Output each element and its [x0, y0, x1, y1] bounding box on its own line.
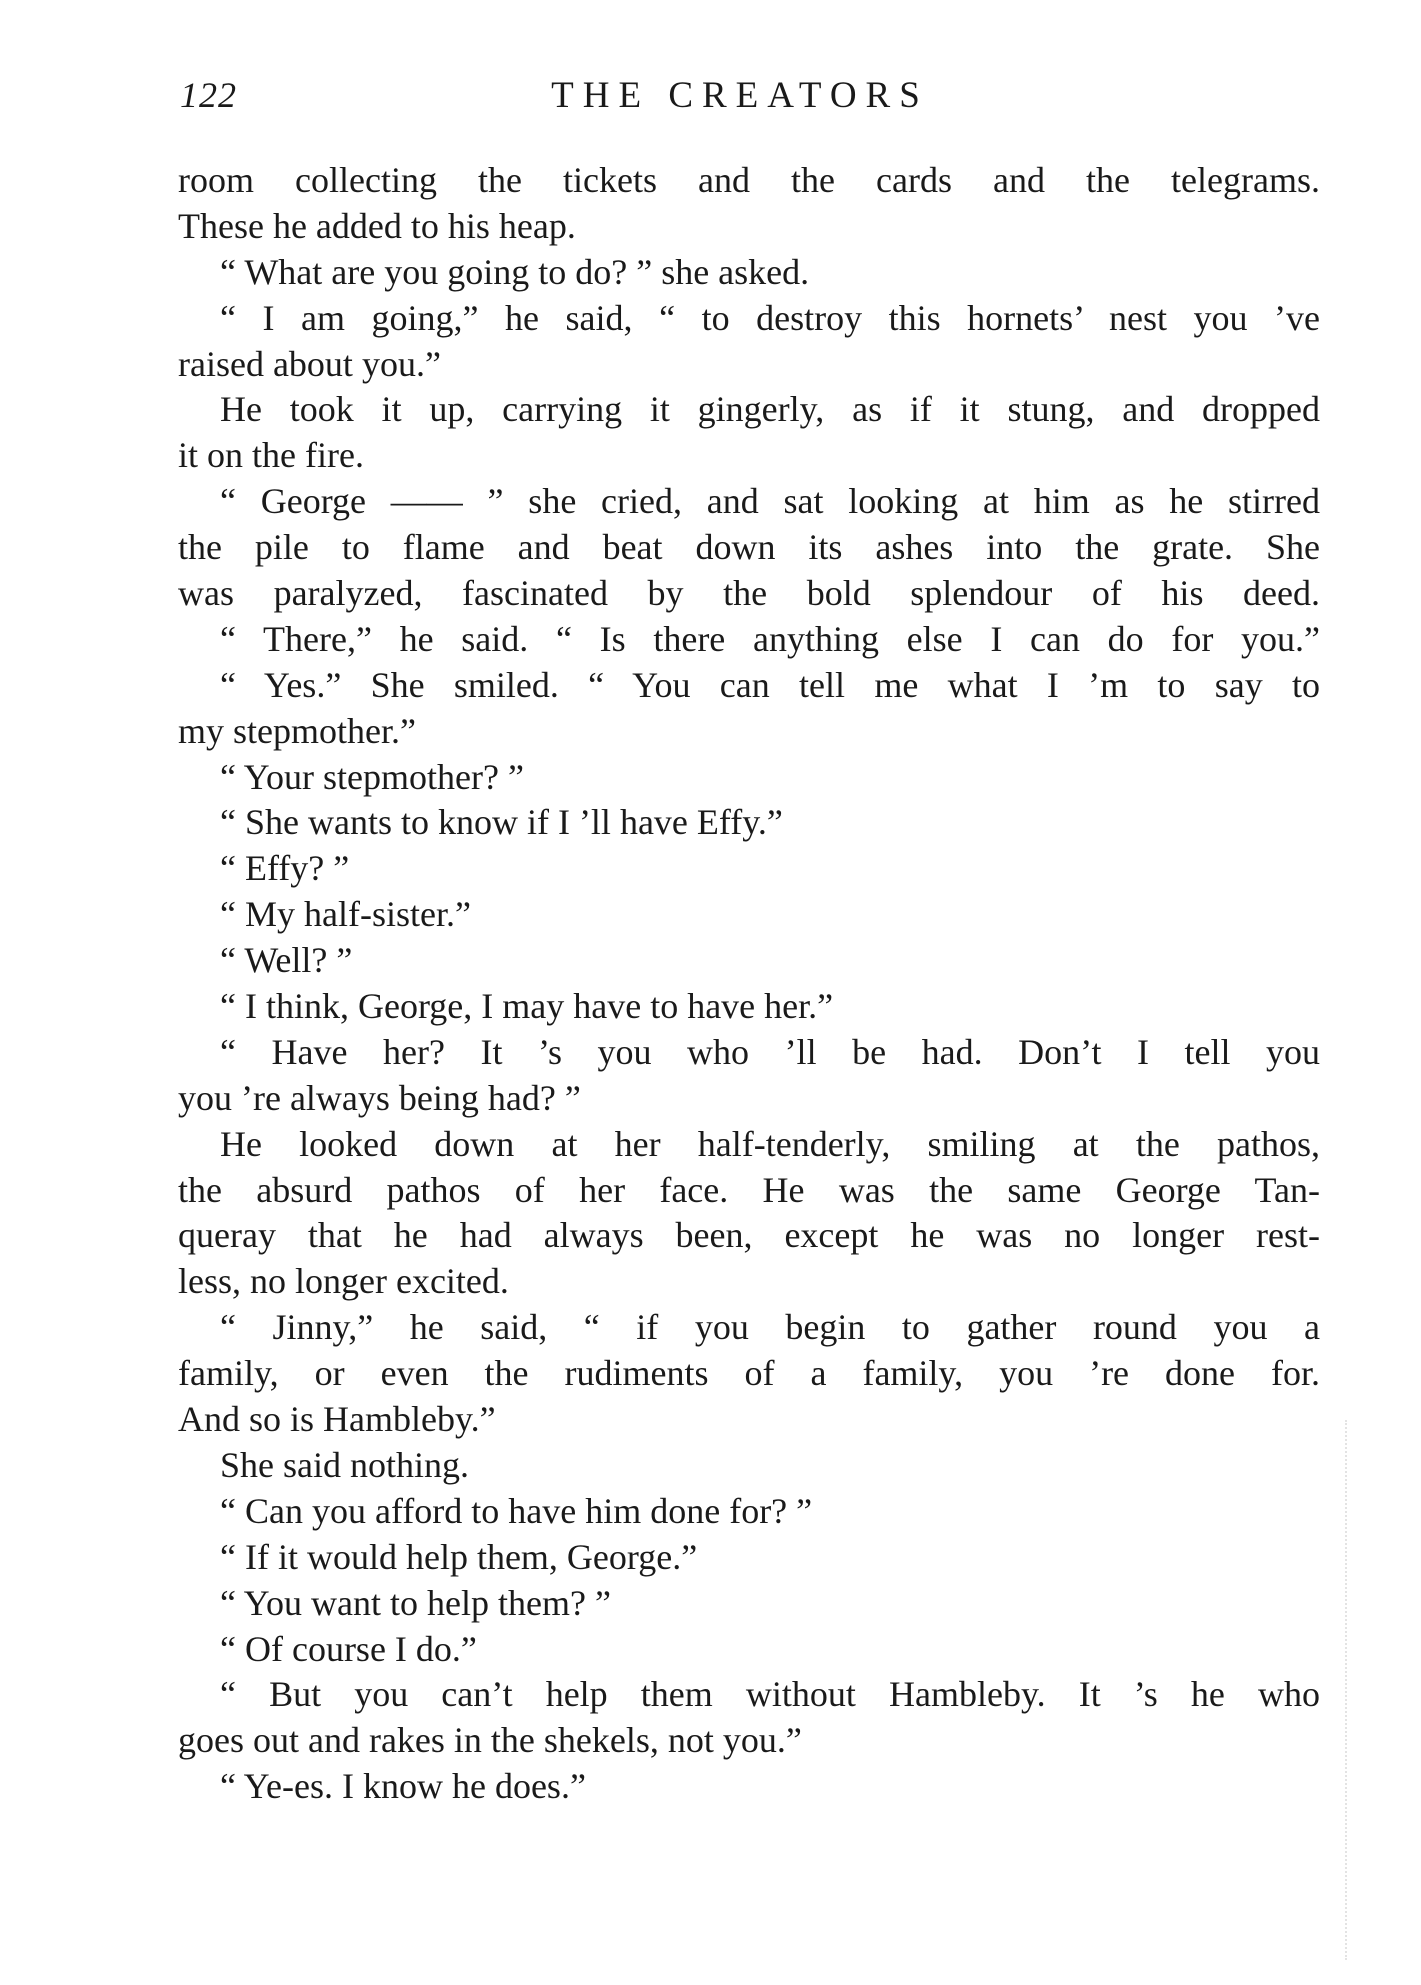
running-head: [180, 74, 1320, 124]
text-line: He looked down at her half-tenderly, smiling at the pathos,: [220, 1123, 1320, 1164]
text-line: was paralyzed, fascinated by the bold splendour of his deed.: [178, 573, 1320, 614]
running-title: THE CREATORS: [551, 75, 929, 116]
text-line: you ’re always being had? ”: [178, 1077, 581, 1118]
text-line: “ But you can’t help them without Hambleby. It ’s he who: [220, 1674, 1320, 1715]
text-line: the pile to flame and beat down its ashes into the grate. She: [178, 527, 1320, 568]
text-line: my stepmother.”: [178, 710, 416, 751]
text-line: “ Of course I do.”: [220, 1628, 477, 1669]
text-line: And so is Hambleby.”: [178, 1399, 496, 1440]
text-line: it on the fire.: [178, 435, 364, 476]
text-line: “ Well? ”: [220, 940, 353, 981]
text-line: “ Your stepmother? ”: [220, 756, 524, 797]
text-line: “ My half-sister.”: [220, 894, 471, 935]
text-line: the absurd pathos of her face. He was the same George Tan-: [178, 1169, 1320, 1210]
text-line: He took it up, carrying it gingerly, as if it stung, and dropped: [220, 389, 1320, 430]
margin-specks: [1345, 1420, 1351, 1960]
text-line: “ What are you going to do? ” she asked.: [220, 251, 810, 292]
text-line: family, or even the rudiments of a family, you ’re done for.: [178, 1353, 1320, 1394]
text-line: “ I am going,” he said, “ to destroy this hornets’ nest you ’ve: [220, 297, 1320, 338]
body-text: [178, 158, 1320, 1810]
text-line: “ Effy? ”: [220, 848, 350, 889]
text-line: “ Have her? It ’s you who ’ll be had. Don’t I tell you: [220, 1031, 1320, 1072]
text-line: queray that he had always been, except he was no longer rest-: [178, 1215, 1320, 1256]
text-line: raised about you.”: [178, 343, 441, 384]
text-line: “ I think, George, I may have to have her.”: [220, 986, 834, 1027]
text-line: These he added to his heap.: [178, 205, 576, 246]
text-line: “ There,” he said. “ Is there anything else I can do for you.”: [220, 618, 1320, 659]
text-line: “ Can you afford to have him done for? ”: [220, 1490, 813, 1531]
text-line: “ Jinny,” he said, “ if you begin to gather round you a: [220, 1307, 1320, 1348]
page-number: 122: [180, 75, 237, 115]
text-line: “ George —— ” she cried, and sat looking at him as he stirred: [220, 481, 1320, 522]
text-line: “ If it would help them, George.”: [220, 1536, 698, 1577]
text-line: less, no longer excited.: [178, 1261, 509, 1302]
text-line: room collecting the tickets and the cards and the telegrams.: [178, 160, 1320, 200]
text-line: “ You want to help them? ”: [220, 1582, 611, 1623]
text-line: “ She wants to know if I ’ll have Effy.”: [220, 802, 783, 843]
text-line: “ Yes.” She smiled. “ You can tell me what I ’m to say to: [220, 664, 1320, 705]
text-line: goes out and rakes in the shekels, not you.”: [178, 1720, 802, 1761]
text-line: “ Ye-es. I know he does.”: [220, 1766, 586, 1807]
text-line: She said nothing.: [220, 1444, 469, 1485]
